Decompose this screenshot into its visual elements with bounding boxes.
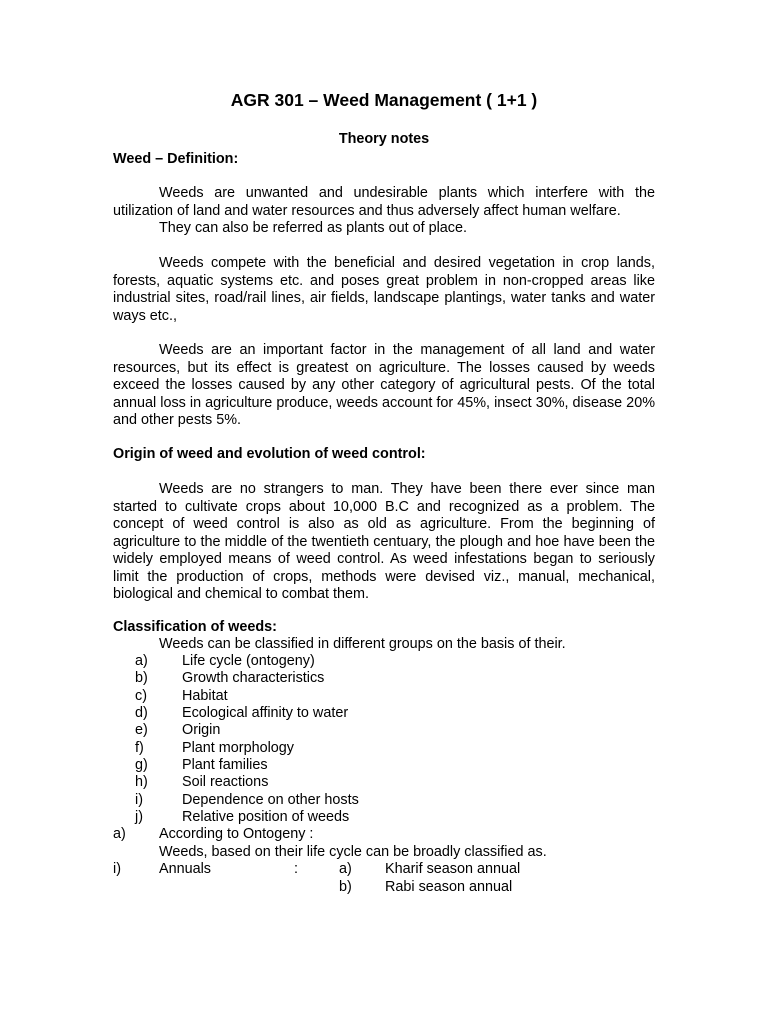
classification-heading: Classification of weeds:: [113, 619, 277, 635]
list-item: Life cycle (ontogeny): [182, 653, 315, 669]
list-item-letter: h): [135, 774, 148, 790]
ontogeny-heading: According to Ontogeny :: [159, 826, 314, 842]
list-item: Relative position of weeds: [182, 809, 350, 825]
list-item-letter: b): [135, 670, 148, 686]
origin-paragraph: Weeds are no strangers to man. They have been there ever since man started to cultivate crops about 10,000 B.C and recognized as a problem. The concept of weed control is also as old as agriculture. From the beginning of agriculture to the middle of the twentieth centuary, the plough and hoe have been the widely employed means of weed control. As weed infestations began to seriously limit the production of crops, methods were devised viz., manual, mechanical, biological and chemical to combat them.: [113, 481, 655, 602]
list-item-letter: f): [135, 740, 144, 756]
list-item-letter: g): [135, 757, 148, 773]
annuals-colon: :: [294, 861, 298, 877]
list-item: Habitat: [182, 688, 228, 704]
list-item-letter: i): [135, 792, 143, 808]
annuals-roman: i): [113, 861, 121, 877]
ontogeny-letter: a): [113, 826, 126, 842]
list-item-letter: d): [135, 705, 148, 721]
annuals-sub-item: Rabi season annual: [385, 879, 513, 895]
list-item: Origin: [182, 722, 221, 738]
list-item: Plant morphology: [182, 740, 294, 756]
list-item-letter: j): [135, 809, 143, 825]
definition-paragraph-2: Weeds compete with the beneficial and desired vegetation in crop lands, forests, aquatic systems etc. and poses great problem in non-cropped areas like industrial sites, road/rail lines, air fields, landscape plantings, water tanks and water ways etc.,: [113, 255, 655, 324]
classification-intro: Weeds can be classified in different groups on the basis of their.: [159, 636, 566, 652]
list-item-letter: c): [135, 688, 147, 704]
document-title: AGR 301 – Weed Management ( 1+1 ): [230, 90, 538, 110]
document-subtitle: Theory notes: [338, 131, 430, 147]
list-item: Dependence on other hosts: [182, 792, 359, 808]
annuals-sub-item: Kharif season annual: [385, 861, 521, 877]
list-item-letter: e): [135, 722, 148, 738]
definition-paragraph-3: Weeds are an important factor in the management of all land and water resources, but its effect is greatest on agriculture. The losses caused by weeds exceed the losses caused by any other category of agricultural pests. Of the total annual loss in agriculture produce, weeds account for 45%, insect 30%, disease 20% and other pests 5%.: [113, 342, 655, 428]
list-item-letter: a): [135, 653, 148, 669]
annuals-sub-letter: a): [339, 861, 352, 877]
origin-heading: Origin of weed and evolution of weed control:: [113, 446, 426, 462]
list-item: Growth characteristics: [182, 670, 325, 686]
definition-paragraph-1-line-2: They can also be referred as plants out of place.: [159, 220, 467, 236]
annuals-label: Annuals: [159, 861, 212, 877]
ontogeny-intro: Weeds, based on their life cycle can be broadly classified as.: [159, 844, 547, 860]
definition-paragraph-1: Weeds are unwanted and undesirable plants which interfere with the utilization of land and water resources and thus adversely affect human welfare.: [113, 185, 655, 219]
list-item: Soil reactions: [182, 774, 269, 790]
list-item: Ecological affinity to water: [182, 705, 349, 721]
definition-heading: Weed – Definition:: [113, 151, 239, 167]
annuals-sub-letter: b): [339, 879, 352, 895]
list-item: Plant families: [182, 757, 268, 773]
